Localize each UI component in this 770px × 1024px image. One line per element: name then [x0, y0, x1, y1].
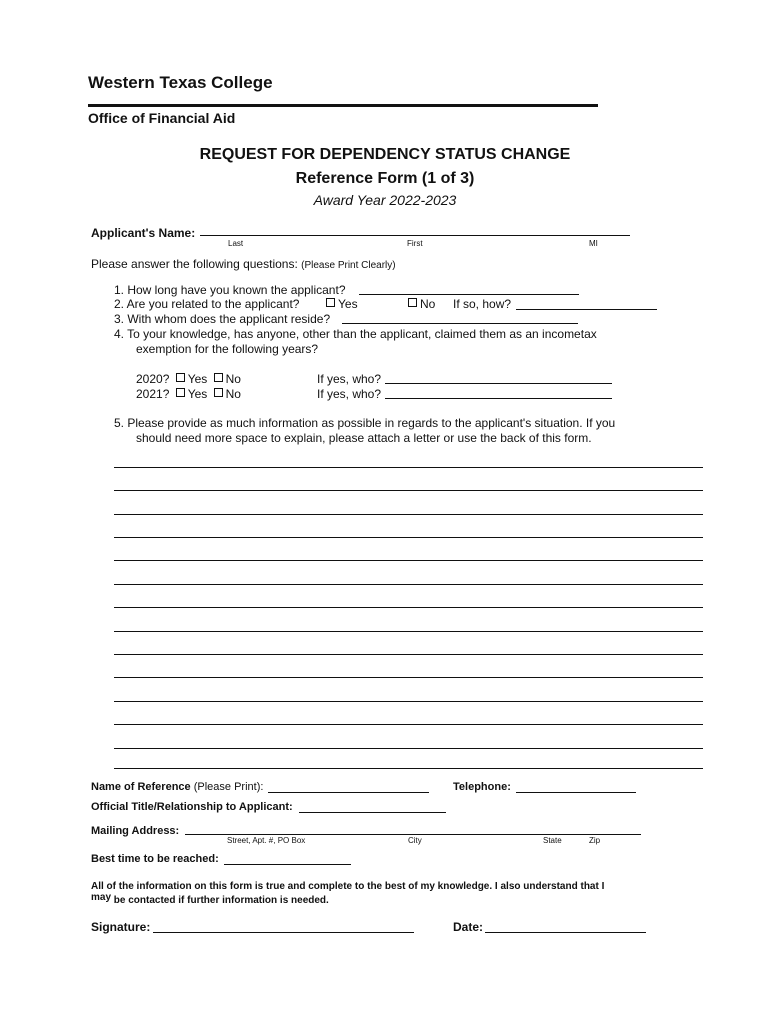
explanation-line[interactable]: [114, 514, 703, 515]
reference-name-note: (Please Print):: [193, 781, 264, 793]
last-caption: Last: [228, 239, 244, 248]
instructions-text: Please answer the following questions:: [91, 257, 298, 271]
q2-yes-label: Yes: [338, 297, 358, 311]
official-title-label: Official Title/Relationship to Applicant:: [91, 801, 293, 813]
explanation-line[interactable]: [114, 724, 703, 725]
question-4-line2: exemption for the following years?: [136, 342, 319, 356]
reference-name-text: Name of Reference: [91, 781, 191, 793]
explanation-line[interactable]: [114, 490, 703, 491]
city-caption: City: [408, 836, 422, 845]
2021-who-field[interactable]: [385, 398, 612, 399]
explanation-line[interactable]: [114, 607, 703, 608]
question-1: 1. How long have you known the applicant?: [114, 283, 346, 297]
state-caption: State: [543, 836, 562, 845]
q3-answer-field[interactable]: [342, 323, 578, 324]
question-2: 2. Are you related to the applicant?: [114, 297, 300, 311]
2020-who-field[interactable]: [385, 383, 612, 384]
signature-label: Signature:: [91, 920, 151, 934]
explanation-line[interactable]: [114, 748, 703, 749]
telephone-label: Telephone:: [453, 781, 511, 793]
form-subtitle: Reference Form (1 of 3): [295, 170, 475, 187]
certification-may: may: [91, 892, 112, 903]
year-2021-label: 2021?: [136, 387, 170, 401]
reference-name-field[interactable]: [268, 792, 429, 793]
explanation-line[interactable]: [114, 560, 703, 561]
street-caption: Street, Apt. #, PO Box: [227, 836, 306, 845]
2021-no-checkbox[interactable]: [214, 388, 223, 397]
certification-rest: be contacted if further information is needed.: [113, 895, 329, 906]
official-title-field[interactable]: [299, 812, 446, 813]
2021-yes-label: Yes: [187, 387, 208, 401]
q2-no-option[interactable]: [408, 297, 435, 311]
question-3: 3. With whom does the applicant reside?: [114, 312, 331, 326]
year-2020-label: 2020?: [136, 372, 170, 386]
instructions-note: (Please Print Clearly): [301, 260, 396, 271]
telephone-field[interactable]: [516, 792, 636, 793]
date-field[interactable]: [485, 932, 646, 933]
2020-no-checkbox[interactable]: [214, 373, 223, 382]
certification-line1: All of the information on this form is true and complete to the best of my knowledge. I also understand that I: [91, 881, 605, 892]
explanation-line[interactable]: [114, 654, 703, 655]
mailing-address-field[interactable]: [185, 834, 641, 835]
q2-how-label: If so, how?: [453, 297, 512, 311]
mailing-address-label: Mailing Address:: [91, 825, 180, 837]
office-name: Office of Financial Aid: [88, 110, 236, 126]
q1-answer-field[interactable]: [359, 294, 579, 295]
q2-yes-checkbox[interactable]: [326, 298, 335, 307]
best-time-label: Best time to be reached:: [91, 853, 219, 865]
2021-if-yes-label: If yes, who?: [317, 387, 382, 401]
question-5-line1: 5. Please provide as much information as possible in regards to the applicant's situation. If you: [114, 416, 616, 430]
question-5-line2: should need more space to explain, please attach a letter or use the back of this form.: [136, 431, 592, 445]
2020-yes-label: Yes: [187, 372, 208, 386]
q2-no-label: No: [420, 297, 436, 311]
explanation-line[interactable]: [114, 701, 703, 702]
year-2020-row: [136, 372, 241, 386]
2020-if-yes-label: If yes, who?: [317, 372, 382, 386]
best-time-field[interactable]: [224, 864, 351, 865]
mi-caption: MI: [589, 239, 598, 248]
first-caption: First: [407, 239, 423, 248]
header-divider: [88, 104, 598, 107]
award-year: Award Year 2022-2023: [313, 192, 457, 208]
signature-field[interactable]: [153, 932, 414, 933]
college-name: Western Texas College: [88, 73, 273, 92]
reference-name-label: [91, 781, 263, 793]
zip-caption: Zip: [589, 836, 601, 845]
applicant-name-field[interactable]: [200, 235, 630, 236]
year-2021-row: [136, 387, 241, 401]
applicant-name-label: Applicant's Name:: [91, 226, 196, 240]
certification-line2: [91, 892, 329, 906]
2021-yes-checkbox[interactable]: [176, 388, 185, 397]
question-4-line1: 4. To your knowledge, has anyone, other than the applicant, claimed them as an incometax: [114, 327, 597, 341]
explanation-line[interactable]: [114, 768, 703, 769]
explanation-line[interactable]: [114, 537, 703, 538]
q2-yes-option[interactable]: [326, 297, 358, 311]
2020-yes-checkbox[interactable]: [176, 373, 185, 382]
explanation-line[interactable]: [114, 467, 703, 468]
date-label: Date:: [453, 920, 484, 934]
explanation-line[interactable]: [114, 584, 703, 585]
instructions: [91, 257, 396, 271]
explanation-line[interactable]: [114, 631, 703, 632]
2020-no-label: No: [225, 372, 241, 386]
form-title: REQUEST FOR DEPENDENCY STATUS CHANGE: [199, 146, 571, 163]
q2-no-checkbox[interactable]: [408, 298, 417, 307]
2021-no-label: No: [225, 387, 241, 401]
q2-how-field[interactable]: [516, 309, 657, 310]
explanation-line[interactable]: [114, 677, 703, 678]
